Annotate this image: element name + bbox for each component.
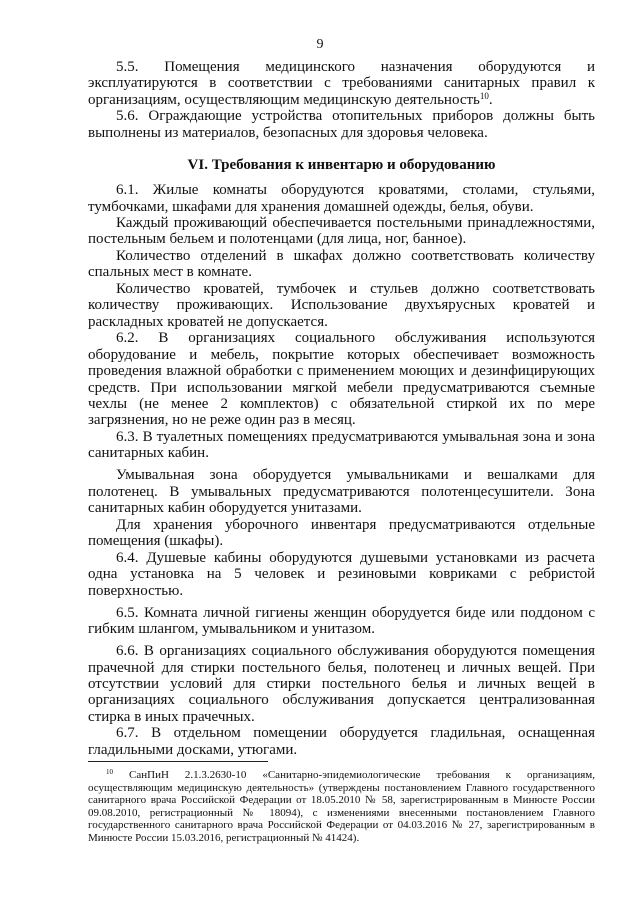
footnote-divider [88,761,268,762]
paragraph-5-6: 5.6. Ограждающие устройства отопительных приборов должны быть выполнены из материалов, безопасных для здоровья человека. [88,108,595,141]
paragraph-5-5-end: . [488,91,493,108]
paragraph-6-6: 6.6. В организациях социального обслуживания оборудуются помещения прачечной для стирки постельного белья, полотенец и личных вещей. При отсутствии условий для стирки постельного белья и личных вещей в организациях социального обслуживания допускается централизованная стирка в иных прачечных. [88,643,595,725]
paragraph-6-1: 6.1. Жилые комнаты оборудуются кроватями, столами, стульями, тумбочками, шкафами для хранения домашней одежды, белья, обуви. [88,182,595,215]
paragraph-6-2: 6.2. В организациях социального обслуживания используются оборудование и мебель, покрытие которых обеспечивает возможность проведения влажной обработки с применением моющих и дезинфицирующих средств. При использовании мягкой мебели предусматриваются съемные чехлы (не менее 2 комплектов) с обязательной стиркой их по мере загрязнения, но не реже один раз в месяц. [88,330,595,429]
paragraph-6-5: 6.5. Комната личной гигиены женщин оборудуется биде или поддоном с гибким шлангом, умывальником и унитазом. [88,604,595,638]
paragraph-6-4: 6.4. Душевые кабины оборудуются душевыми установками из расчета одна установка на 5 человек и резиновыми ковриками с ребристой поверхностью. [88,549,595,599]
paragraph-5-5-text: 5.5. Помещения медицинского назначения оборудуются и эксплуатируются в соответствии с требованиями санитарных правил к организациям, осуществляющим медицинскую деятельность [88,59,595,108]
paragraph-5-5 [88,59,595,108]
paragraph-6-3: 6.3. В туалетных помещениях предусматриваются умывальная зона и зона санитарных кабин. [88,428,595,462]
paragraph-6-3-washroom: Умывальная зона оборудуется умывальниками и вешалками для полотенец. В умывальных предусматриваются полотенцесушители. Зона санитарных кабин оборудуется унитазами. [88,467,595,517]
footnote [88,769,595,845]
paragraph-6-3-storage: Для хранения уборочного инвентаря предусматриваются отдельные помещения (шкафы). [88,516,595,550]
document-body [88,59,595,758]
footnote-text: СанПиН 2.1.3.2630-10 «Санитарно-эпидемиологические требования к организациям, осуществляющим медицинскую деятельность» (утверждены постановлением Главного государственного санитарного врача Российской Федерации от 18.05.2010 № 58, зарегистрированным в Минюсте России 09.08.2010, регистрационный № 18094), с изменениями внесенными постановлением Главного государственного санитарного врача Российской Федерации от 04.03.2016 № 27, зарегистрированным в Минюсте России 15.03.2016, регистрационный № 41424). [88,769,595,844]
footnote-marker: 10 [106,768,113,776]
paragraph-6-1-bedding: Каждый проживающий обеспечивается постельными принадлежностями, постельным бельем и полотенцами (для лица, ног, банное). [88,215,595,248]
footnote-reference: 10 [479,90,489,101]
paragraph-6-1-furniture: Количество кроватей, тумбочек и стульев должно соответствовать количеству проживающих. Использование двухъярусных кроватей и раскладных кроватей не допускается. [88,280,595,330]
paragraph-6-7: 6.7. В отдельном помещении оборудуется гладильная, оснащенная гладильными досками, утюгами. [88,725,595,758]
paragraph-6-1-wardrobe: Количество отделений в шкафах должно соответствовать количеству спальных мест в комнате. [88,247,595,281]
page-number: 9 [316,37,324,52]
section-heading: VI. Требования к инвентарю и оборудованию [187,157,496,174]
